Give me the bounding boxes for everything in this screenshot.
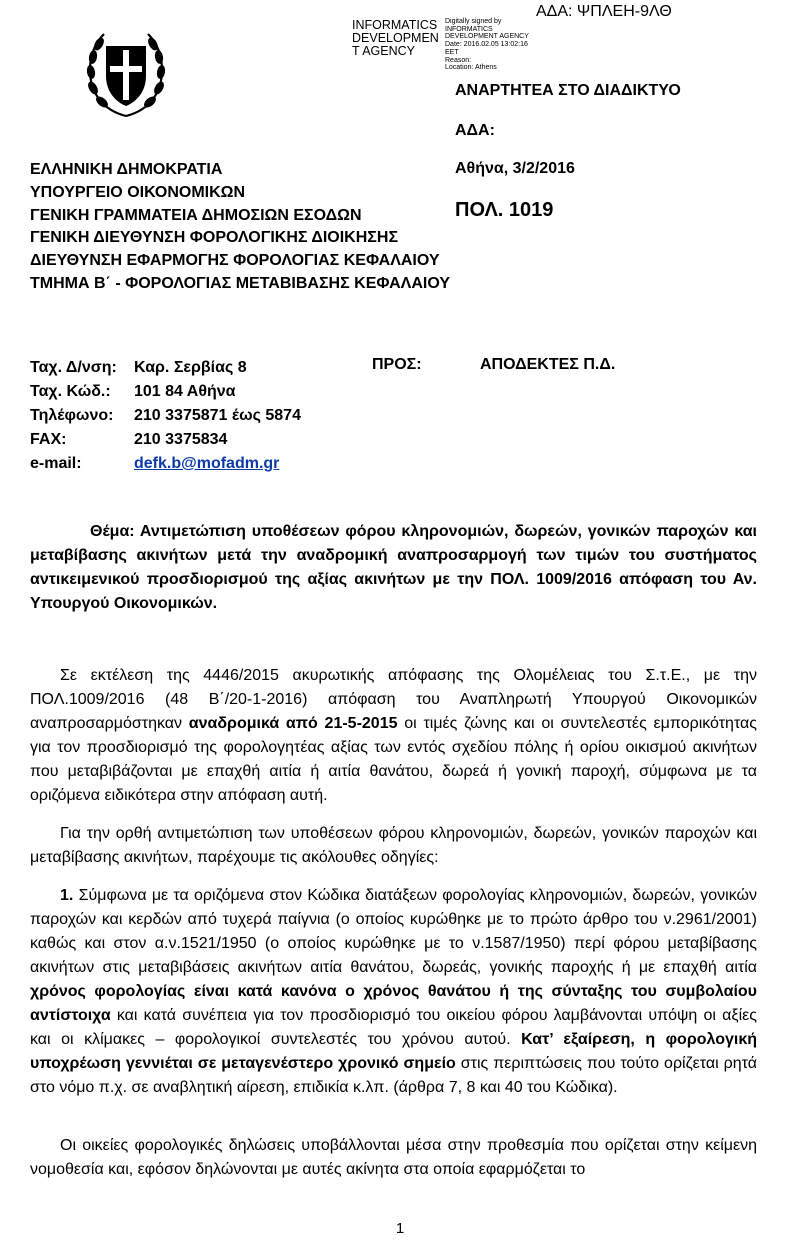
contact-phone: 210 3375871 έως 5874 [134, 407, 301, 424]
issuer-line: ΓΕΝΙΚΗ ΓΡΑΜΜΑΤΕΙΑ ΔΗΜΟΣΙΩΝ ΕΣΟΔΩΝ [30, 206, 362, 224]
recipient-label: ΠΡΟΣ: [372, 356, 422, 373]
circular-number: ΠΟΛ. 1019 [455, 199, 554, 221]
contact-fax: 210 3375834 [134, 431, 228, 448]
paragraph-emphasis: Κατ’ εξαίρεση, η φορολογική υποχρέωση γεννιέται σε μεταγενέστερο χρονικό σημείο [30, 1031, 758, 1072]
paragraph-text: στις περιπτώσεις που τούτο ορίζεται ρητά στο νόμο π.χ. σε αναβλητική αίρεση, επιδικία κ.λπ. (άρθρα 7, 8 και 40 του Κώδικα). [30, 1055, 757, 1096]
signature-detail-line: DEVELOPMENT AGENCY [445, 33, 529, 41]
greek-state-emblem-icon [84, 26, 168, 120]
issuer-line: ΤΜΗΜΑ Β΄ - ΦΟΡΟΛΟΓΙΑΣ ΜΕΤΑΒΙΒΑΣΗΣ ΚΕΦΑΛΑΙΟΥ [30, 274, 450, 292]
document-date: Αθήνα, 3/2/2016 [455, 160, 575, 177]
body-paragraph: Οι οικείες φορολογικές δηλώσεις υποβάλλονται μέσα στην προθεσμία που ορίζεται στην κείμενη νομοθεσία και, εφόσον δηλώνονται με αυτές ακίνητα στα οποία εφαρμόζεται το [30, 1137, 757, 1178]
contact-label: Τηλέφωνο: [30, 407, 114, 424]
contact-postcode: 101 84 Αθήνα [134, 383, 236, 400]
body-paragraph [30, 884, 757, 1100]
signature-detail-line: Location: Athens [445, 64, 497, 72]
contact-label: FAX: [30, 431, 67, 448]
contact-values [134, 356, 301, 476]
signing-org-line: DEVELOPMEN [352, 31, 439, 45]
signature-detail-line: EET [445, 48, 459, 56]
paragraph-number: 1. [60, 887, 74, 904]
issuer-line: ΔΙΕΥΘΥΝΣΗ ΕΦΑΡΜΟΓΗΣ ΦΟΡΟΛΟΓΙΑΣ ΚΕΦΑΛΑΙΟΥ [30, 252, 440, 270]
signing-organization [352, 19, 439, 58]
issuer-line: ΥΠΟΥΡΓΕΙΟ ΟΙΚΟΝΟΜΙΚΩΝ [30, 183, 246, 201]
paragraph-emphasis: χρόνος φορολογίας είναι κατά κανόνα ο χρόνος θανάτου ή της σύνταξης του συμβολαίου αντίστοιχα [30, 983, 757, 1024]
signature-detail-line: INFORMATICS [445, 25, 493, 33]
subject-paragraph: Θέμα: Αντιμετώπιση υποθέσεων φόρου κληρονομιών, δωρεών, γονικών παροχών και μεταβίβασης ακινήτων μετά την αναδρομική αναπροσαρμογή των τιμών του συστήματος αντικειμενικού προσδιορισμού της αξίας ακινήτων με την ΠΟΛ. 1009/2016 απόφαση του Αν. Υπουργού Οικονομικών. [30, 523, 757, 612]
signing-org-line: INFORMATICS [352, 18, 438, 32]
paragraph-text: Σε εκτέλεση της 4446/2015 ακυρωτικής απόφασης της Ολομέλειας του Σ.τ.Ε., με την ΠΟΛ.1009/2016 (48 Β΄/20-1-2016) απόφαση του Αναπληρωτή Υπουργού Οικονομικών αναπροσαρμόστηκαν [30, 667, 757, 732]
digital-signature-details [445, 18, 529, 72]
contact-label: Ταχ. Δ/νση: [30, 359, 117, 376]
paragraph-emphasis: αναδρομικά από 21-5-2015 [188, 715, 398, 732]
body-paragraph [30, 664, 757, 808]
email-link[interactable]: defk.b@mofadm.gr [134, 455, 280, 472]
paragraph-text: οι τιμές ζώνης και οι συντελεστές εμπορικότητας για τον προσδιορισμό της φορολογητέας αξίας των εντός σχεδίου πόλης ή ορίου οικισμού ακινήτων που μεταβιβάζονται με επαχθή αιτία ή αιτία θανάτου, δωρεά ή γονική παροχή, σύμφωνα με τα οριζόμενα ειδικότερα στην απόφαση αυτή. [30, 715, 757, 804]
signature-detail-line: Date: 2016.02.05 13:02:16 [445, 41, 528, 49]
contact-label: Ταχ. Κώδ.: [30, 383, 111, 400]
issuing-authority [30, 159, 450, 296]
signature-detail-line: Digitally signed by [445, 18, 502, 25]
recipient-value: ΑΠΟΔΕΚΤΕΣ Π.Δ. [480, 356, 616, 373]
page-number: 1 [395, 1220, 405, 1237]
paragraph-text: και κατά συνέπεια για τον προσδιορισμό του οικείου φόρου λαμβάνονται υπόψη οι αξίες και οι κλίμακες – φορολογικοί συντελεστές του χρόνου αυτού. [30, 1007, 757, 1048]
contact-label: e-mail: [30, 455, 82, 472]
ada-label: ΑΔΑ: [455, 122, 495, 139]
issuer-line: ΓΕΝΙΚΗ ΔΙΕΥΘΥΝΣΗ ΦΟΡΟΛΟΓΙΚΗΣ ΔΙΟΙΚΗΣΗΣ [30, 229, 399, 247]
signing-org-line: T AGENCY [352, 44, 415, 58]
internet-posting-notice: ΑΝΑΡΤΗΤΕΑ ΣΤΟ ΔΙΑΔΙΚΤΥΟ [455, 82, 681, 99]
contact-labels [30, 356, 117, 476]
contact-street: Καρ. Σερβίας 8 [134, 359, 247, 376]
ada-code: ΑΔΑ: ΨΠΛΕΗ-9ΛΘ [536, 3, 672, 20]
paragraph-text: Σύμφωνα με τα οριζόμενα στον Κώδικα διατάξεων φορολογίας κληρονομιών, δωρεών, γονικών παροχών και κερδών από τυχερά παίγνια (ο οποίος κυρώθηκε με το πρώτο άρθρο του ν.2961/2001) καθώς και στον α.ν.1521/1950 (ο οποίος κυρώθηκε με το ν.1587/1950) περί φόρου μεταβίβασης ακινήτων στις μεταβιβάσεις ακινήτων αιτία θανάτου, δωρεάς, γονικής παροχής ή με επαχθή αιτία [30, 887, 757, 976]
issuer-line: ΕΛΛΗΝΙΚΗ ΔΗΜΟΚΡΑΤΙΑ [30, 161, 223, 178]
signature-detail-line: Reason: [445, 56, 472, 64]
body-paragraph: Για την ορθή αντιμετώπιση των υποθέσεων φόρου κληρονομιών, δωρεών, γονικών παροχών και μεταβίβασης ακινήτων, παρέχουμε τις ακόλουθες οδηγίες: [30, 825, 757, 866]
